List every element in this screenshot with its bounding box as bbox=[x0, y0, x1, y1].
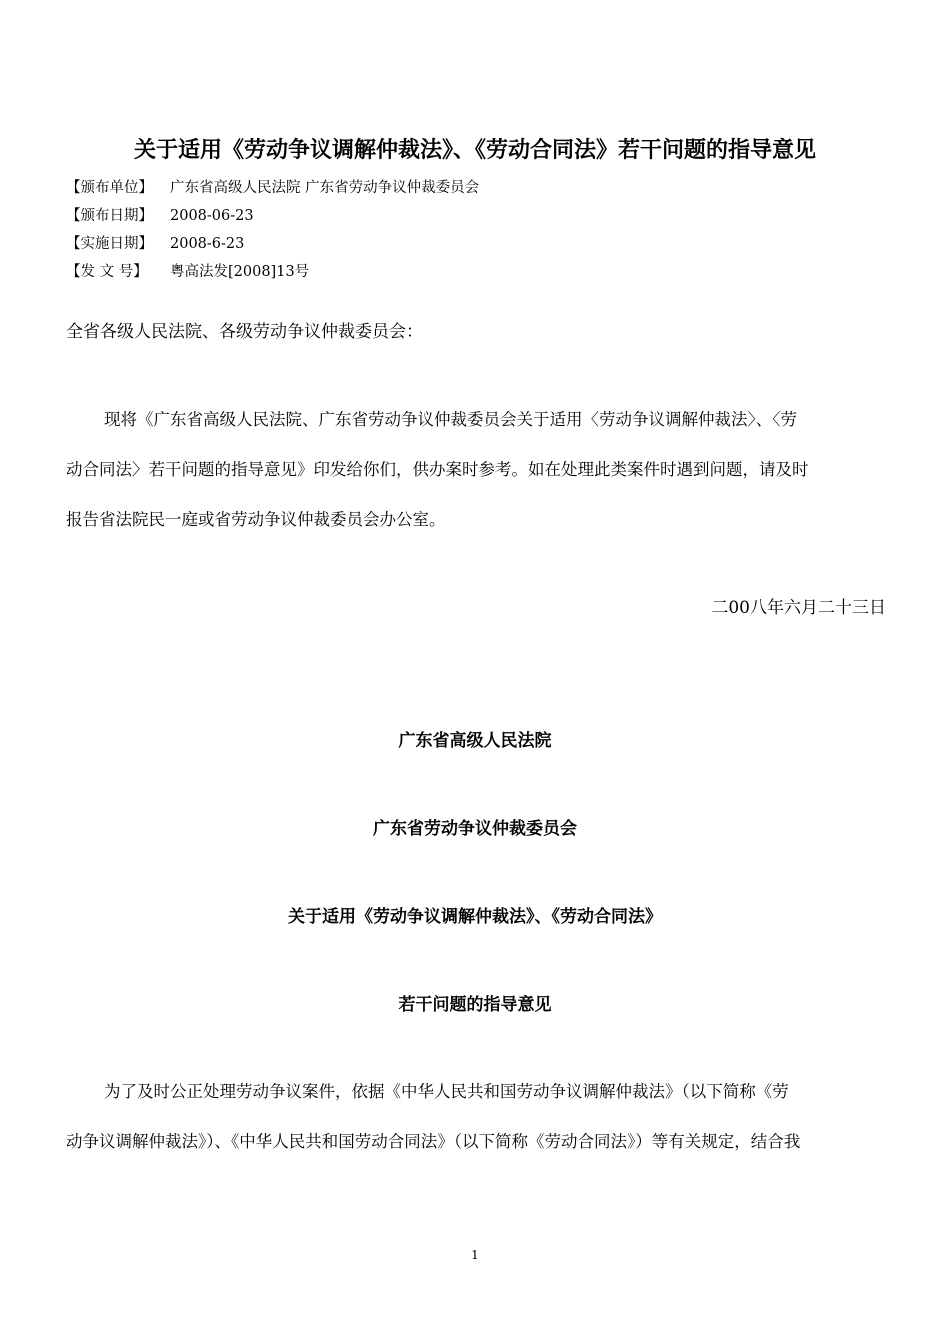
page-number: 1 bbox=[471, 1248, 479, 1262]
meta-issuer bbox=[66, 178, 479, 198]
meta-document-number-value: 粤高法发[2008]13号 bbox=[170, 264, 310, 280]
meta-issuer-value: 广东省高级人民法院 广东省劳动争议仲裁委员会 bbox=[170, 180, 480, 196]
body-line: 动争议调解仲裁法》）、《中华人民共和国劳动合同法》（以下简称《劳动合同法》）等有关规定，结合我 bbox=[66, 1132, 801, 1151]
meta-issue-date-value: 2008-06-23 bbox=[170, 208, 254, 224]
notice-line: 报告省法院民一庭或省劳动争议仲裁委员会办公室。 bbox=[66, 510, 446, 529]
salutation: 全省各级人民法院、各级劳动争议仲裁委员会： bbox=[66, 322, 423, 342]
heading-subject: 关于适用《劳动争议调解仲裁法》、《劳动合同法》 bbox=[288, 907, 662, 927]
document-title: 关于适用《劳动争议调解仲裁法》、《劳动合同法》若干问题的指导意见 bbox=[133, 138, 816, 163]
heading-committee: 广东省劳动争议仲裁委员会 bbox=[373, 819, 577, 839]
meta-issue-date bbox=[66, 206, 254, 226]
notice-line: 现将《广东省高级人民法院、广东省劳动争议仲裁委员会关于适用〈劳动争议调解仲裁法〉、〈劳 bbox=[104, 410, 797, 429]
heading-title: 若干问题的指导意见 bbox=[398, 995, 552, 1015]
meta-issuer-label: 【颁布单位】 bbox=[66, 180, 153, 196]
body-line: 为了及时公正处理劳动争议案件，依据《中华人民共和国劳动争议调解仲裁法》（以下简称《劳 bbox=[104, 1082, 789, 1101]
meta-document-number bbox=[66, 262, 309, 282]
meta-document-number-label: 【发 文 号】 bbox=[66, 264, 148, 280]
notice-date: 二00八年六月二十三日 bbox=[711, 598, 886, 618]
heading-court: 广东省高级人民法院 bbox=[398, 731, 552, 751]
meta-effective-date-value: 2008-6-23 bbox=[170, 236, 245, 252]
meta-effective-date-label: 【实施日期】 bbox=[66, 236, 153, 252]
meta-issue-date-label: 【颁布日期】 bbox=[66, 208, 153, 224]
notice-line: 动合同法〉若干问题的指导意见》印发给你们，供办案时参考。如在处理此类案件时遇到问题，请及时 bbox=[66, 460, 809, 479]
meta-effective-date bbox=[66, 234, 244, 254]
